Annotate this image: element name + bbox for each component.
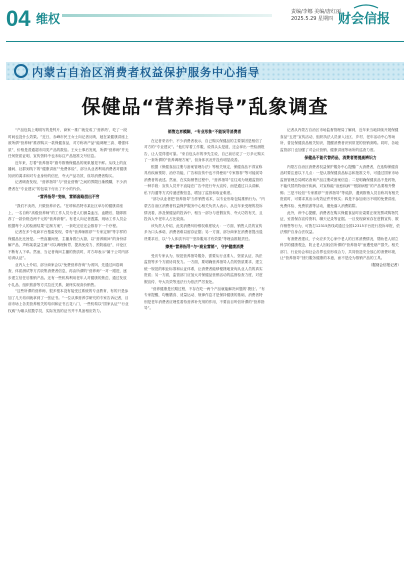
paragraph: 近年来，打着“营养指导”旗号推销保健品的现象屡见不鲜。从线上的直播间、社群到线下的“健康讲座”“免费体检”，部分从业者利用消费者对健康知识的渴求和对专业身份的信任，夸大产品功效，误导消费者购买。 xyxy=(8,160,127,178)
paragraph: 有消费者建议，子女应多关心家中老人的日常消费情况，帮助老人树立科学的健康观念，防止老人因轻信所谓的“营养指导”而遭受财产损失。相关部门、行业协会和社会各界也应形成合力，共同营造安全放心的消费环境，让“营养指导”回归服务健康的本意，而不是沦为推销产品的工具。 xyxy=(280,236,399,261)
subheading: “营养指导”变味，营销套路层出不穷 xyxy=(37,194,100,200)
subheading: 保健品不能代替药品，消费者要提高辨识力 xyxy=(304,155,377,161)
paragraph: 业内人士介绍，部分商家会以“免费营养咨询”为诱饵，先通过问卷调查、体质测试等方式收集消费者信息，再由所谓的“营养师”一对一跟进，逐步建立信任后推销产品。还有一些机构利用老年人对健康的焦虑，通过发放小礼品、组织旅游等方式拉近关系，最终实现高价销售。 xyxy=(8,262,127,287)
paragraph: 此外，该中心提醒，消费者在购买保健食品时应索要正规发票或购物凭证，妥善保存宣传资料、聊天记录等证据。一旦发现商家存在虚假宣传、欺诈销售等行为，可拨打12315热线或通过全国12315平台进行投诉举报，依法维护自身合法权益。 xyxy=(280,210,400,235)
banner-text: 内蒙古自治区消费者权益保护服务中心指导 xyxy=(32,66,260,79)
article-headline: 保健品“营养指导”乱象调查 xyxy=(81,96,329,118)
shield-icon xyxy=(14,64,28,78)
section-name: 维权 xyxy=(36,12,61,26)
edition-info xyxy=(291,9,341,23)
page-number: 04 xyxy=(6,6,31,31)
newspaper-logo xyxy=(336,2,406,32)
paragraph: 在记者采访中，不少消费者表示，自己购买保健品的主要原因是相信了对方的“专业建议”。“他们穿着工作服，说得头头是道，还会拿出一些检测报告，让人觉得很可靠。”来自包头市的李先生说，自己前后花了一万多元购买了一套所谓的“营养调理方案”，但身体状况并没有明显改善。 xyxy=(144,138,265,163)
decorative-ribbon xyxy=(62,14,272,17)
article-body xyxy=(8,127,402,559)
byline: （据财会信报记者） xyxy=(368,262,401,267)
paragraph: “我们不卖药，只做营养评估。”在呼和浩特市某社区举办的健康讲座上，一名自称“高级营养师”的工作人员为老人们测量血压、血糖后，随即推荐了一款价格近两千元的“营养套餐”。有老人向记者透露，现场工作人员会根据每个人的检测结果“定制方案”，一套吃完后还会推荐下一个疗程。 xyxy=(8,204,127,228)
column-2 xyxy=(144,127,265,559)
paragraph: “营养健康是长期过程，不存在吃一两个产品就能解决问题的‘捷径’。”有专家提醒，均衡膳食、适量运动、规律作息才是保持健康的基础，消费者特别是老年消费者应理性看待营养补充剂的作用，不要盲目听信所谓的“营养指导”。 xyxy=(144,286,265,311)
paragraph: “产品包装上明明写的是钙片，商家一推广就变成了‘营养药’，吃了一段时间也没什么效果。”近日，赤峰市民王女士向记者反映，她在某健康讲座上被所谓“营养师”推荐购买一款保健食品，对方称该产品“能调理三高、增强体质”，价格是普通超市同类产品的数倍。王女士事后发现，所谓“营养师”并无任何资质证明，宣传资料中也未标注产品批准文号信息。 xyxy=(8,128,129,159)
paragraph: 记者在多个电商平台搜索发现，带有“营养师推荐”“专家定制”等字样的保健品比比皆是。一些直播间里，主播身着白大褂，以“营养顾问”的身份讲解产品，声称某款益生菌“可以调理肠胃、提高免疫力、预防癌症”，评论区不断有人下单。然而，当记者询问主播的资质时，对方却表示“属于公司内部培训认证”。 xyxy=(8,230,129,261)
editor-line: 责编/李娜 美编/唐红丽 xyxy=(291,9,341,15)
subheading: 擦亮“营养指导”与“商业营销”，守护健康消费 xyxy=(165,244,244,250)
masthead xyxy=(0,0,410,40)
logo-text: 财会信报 xyxy=(338,12,391,27)
paragraph: “这些所谓的营养师，很多根本没有接受过系统的专业教育，有的只是参加了几天培训就拿到了一张证书。”一位从事营养学研究的专家告诉记者，目前市场上各类营养相关的培训和证书五花八门，一些机构以“国家认证”“行业权威”为噱头招揽学员，实际发放的证书并不具备相应效力。 xyxy=(8,289,129,313)
paragraph: 受访专家认为，规范营养指导服务，需要从行业准入、资质认证、执法监管等多个方面协同发力。一方面，要明确营养指导人员的资质要求，建立统一规范的职业标准和认证体系，让消费者能够便捷地查询从业人员的真实资质；另一方面，监管部门应加大对保健品营销活动的监督检查力度，对虚假宣传、夸大功效等违法行为依法严厉查处。 xyxy=(144,253,263,285)
column-1 xyxy=(8,127,129,559)
paragraph: 记者从内蒙古自治区市场监督管理局了解到，近年来当地持续开展保健食品“五进”宣传活动，组织执法人员深入社区、乡村、老年活动中心等场所，普及保健食品相关知识，提醒消费者识别常见的营销套路。同时，各地监管部门也加强了对会议营销、健康讲座等场所的巡查力度。 xyxy=(280,128,399,152)
column-3 xyxy=(280,127,401,559)
paragraph: “部分从业者把‘营养指导’当作销售话术，以专业形象包装推销行为。”内蒙古自治区消费者权益保护服务中心相关负责人表示，从近年来受理的投诉情况看，涉及保健品的投诉中，相当一部分与虚假宣传、夸大功效有关，且投诉人中老年人占比较高。 xyxy=(144,197,265,222)
paragraph: 内蒙古自治区消费者权益保护服务中心提醒广大消费者，在选购保健食品时要注意以下几点：一是认准保健食品标志和批准文号，可通过国家市场监督管理总局网站查询产品注册或备案信息；二是明确保健食品不是药物，不能代替药物治疗疾病，对宣称能“治愈疾病”“根除病根”的产品要格外警惕；三是不轻信“专家推荐”“营养指导”等说辞，遇到推销人员自称具有相关资质时，可要求其出示有效证件并核实；四是不参加来历不明的免费讲座、免费体检、免费旅游等活动，避免落入消费陷阱。 xyxy=(280,164,399,209)
paragraph: 根据《保健食品注册与备案管理办法》等相关规定，保健食品不得宣称具有疾病预防、治疗功能，广告和宣传中也不得使用“专家推荐”等可能误导消费者的表述。然而，在实际销售过程中，“营养指导”往往成为规避监管的一种手段：宣传人员并不直接在广告中进行夸大宣传，而是通过口头讲解、私下沟通等方式传递虚假信息，增加了监管和取证难度。 xyxy=(144,164,263,195)
paragraph: 记者调查发现，“营养指导”与“营业营销”之间的界限日渐模糊，不少消费者在“专业建议”的包装下付出了不小的代价。 xyxy=(8,180,127,191)
header-rule xyxy=(6,41,404,42)
subheading: 销售边界模糊，“专业形象”不能误导消费者 xyxy=(167,129,242,134)
date-line: 2025.5.29 星期四 xyxy=(291,16,334,22)
paragraph: 该负责人介绍，此类消费纠纷维权难度较大：一方面，销售人员的宣传多为口头承诺，消费者难以留存证据；另一方面，部分商家在消费者提出退货要求后，以“个人体质不同”“坚持服用才有效果”等理由推脱责任。 xyxy=(144,223,263,241)
